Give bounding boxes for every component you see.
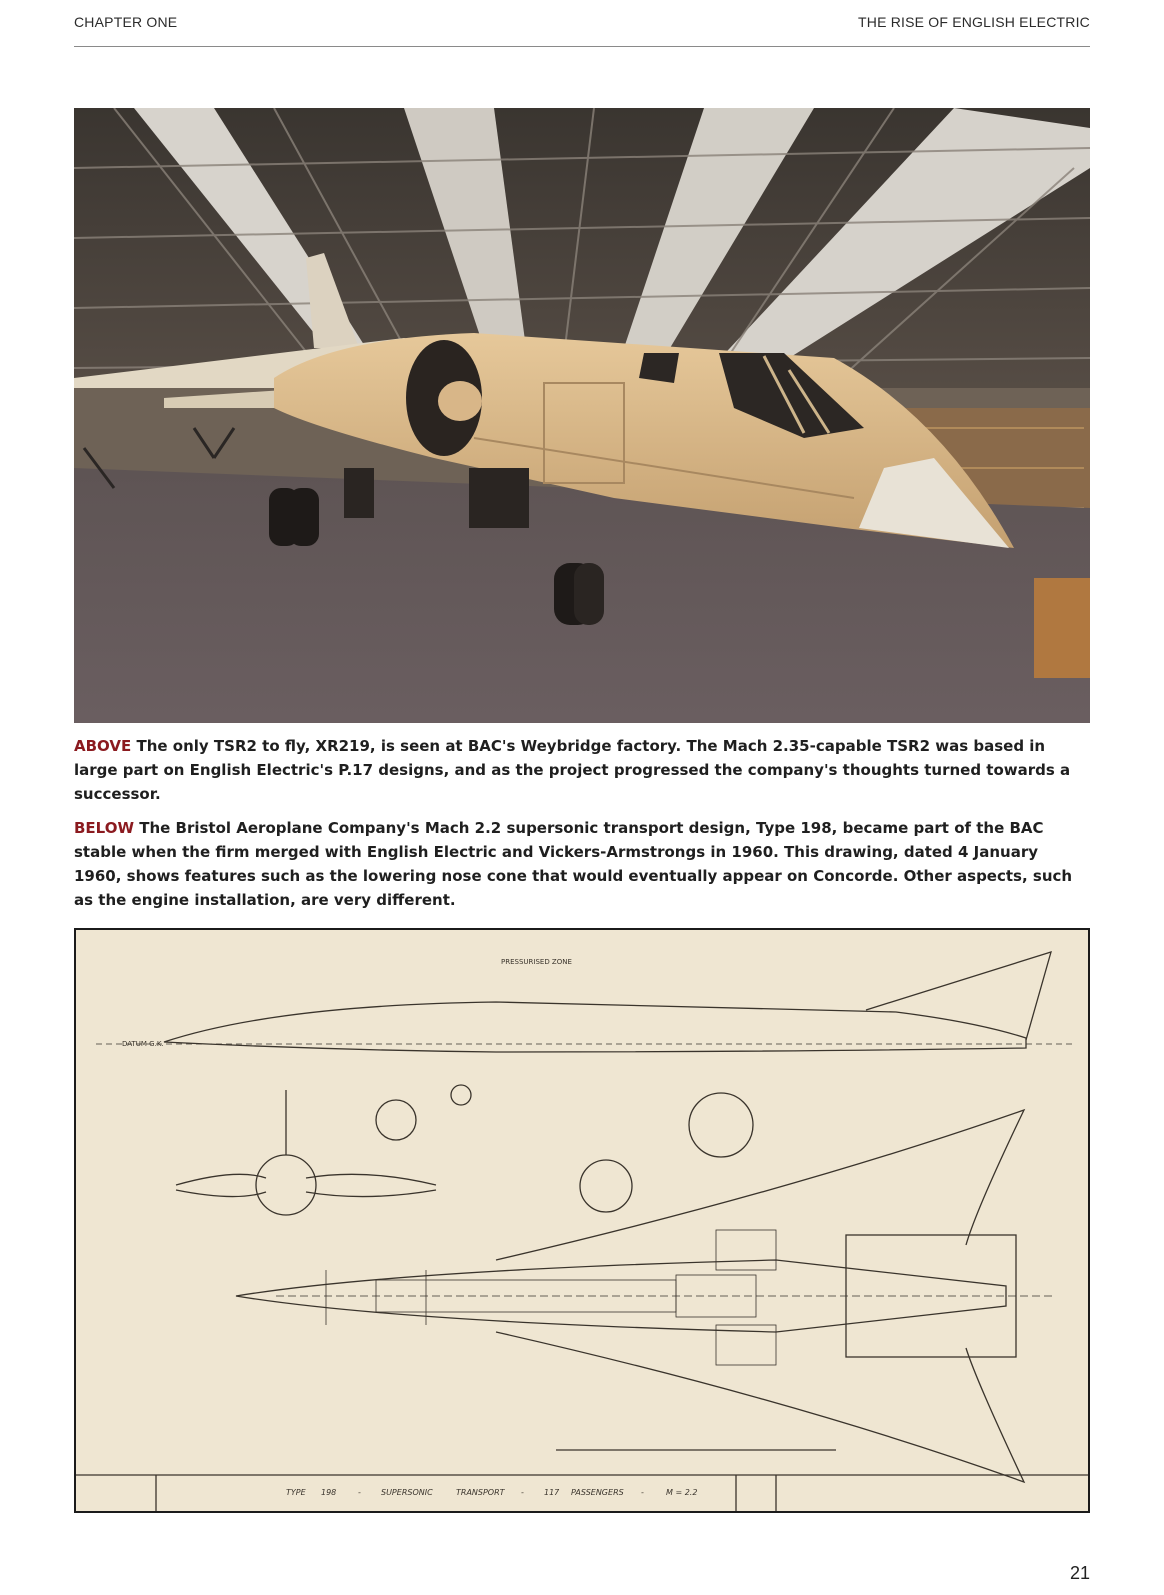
- section-title: THE RISE OF ENGLISH ELECTRIC: [858, 14, 1090, 30]
- title-block-dash-2: -: [521, 1488, 524, 1497]
- page-number: 21: [1069, 1563, 1090, 1583]
- title-block-passengers: PASSENGERS: [571, 1488, 624, 1497]
- caption-below-text: The Bristol Aeroplane Company's Mach 2.2 supersonic transport design, Type 198, became part of the BAC stable when the firm merged with English Electric and Vickers-Armstrongs in 1960. This drawing, dated 4 January 1960, shows features such as the lowering nose cone that would eventually appear on Concorde. Other aspects, such as the engine installation, are very different.: [74, 819, 1073, 909]
- caption-below: [74, 816, 1090, 912]
- title-block-type: TYPE: [286, 1488, 306, 1497]
- pressurised-zone-label: PRESSURISED ZONE: [501, 958, 572, 966]
- caption-above-lead: ABOVE: [74, 737, 132, 755]
- title-block-supersonic: SUPERSONIC: [381, 1488, 433, 1497]
- title-block-dash-3: -: [641, 1488, 644, 1497]
- datum-label: DATUM G.K.: [122, 1040, 164, 1048]
- tsr2-hangar-photo: [74, 108, 1090, 723]
- running-header: [74, 14, 1090, 47]
- type-198-general-arrangement-drawing: [74, 928, 1090, 1513]
- title-block-dash-1: -: [358, 1488, 361, 1497]
- caption-below-lead: BELOW: [74, 819, 134, 837]
- title-block-seats: 117: [544, 1488, 560, 1497]
- title-block-number: 198: [321, 1488, 337, 1497]
- chapter-label: CHAPTER ONE: [74, 14, 178, 30]
- title-block-transport: TRANSPORT: [456, 1488, 505, 1497]
- caption-above: [74, 734, 1090, 806]
- title-block-mach: M = 2.2: [666, 1488, 698, 1497]
- caption-above-text: The only TSR2 to fly, XR219, is seen at BAC's Weybridge factory. The Mach 2.35-capable TSR2 was based in large part on English Electric's P.17 designs, and as the project progressed the company's thoughts turned towards a successor.: [74, 737, 1071, 803]
